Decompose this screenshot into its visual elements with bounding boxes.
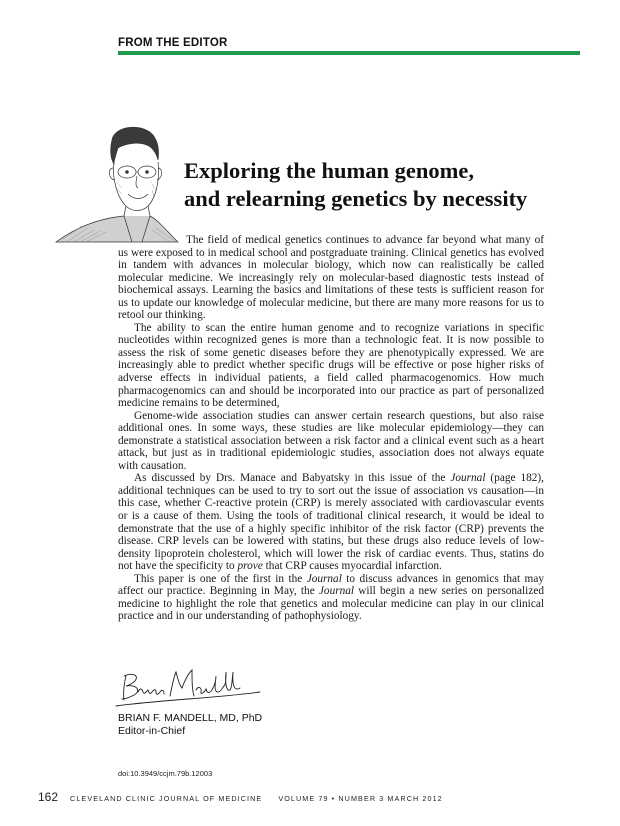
paragraph-5: This paper is one of the first in the Journal to discuss advances in genomics that may affect our practice. Beginning in May, the Journal will begin a new series on personalized medicine to highlight the role that genetics and molecular medicine can play in our clinical practice and in our understanding of pathophysiology.	[118, 572, 544, 623]
article-body	[118, 234, 544, 623]
title-line-2: and relearning genetics by necessity	[184, 186, 528, 211]
section-rule	[118, 51, 580, 55]
volume-issue: VOLUME 79 • NUMBER 3 MARCH 2012	[278, 794, 443, 803]
editor-signature	[108, 662, 268, 708]
article-title	[184, 157, 604, 213]
page-footer	[38, 788, 443, 806]
journal-ref: Journal	[318, 585, 355, 598]
paragraph-4: As discussed by Drs. Manace and Babyatsky in this issue of the Journal (page 182), additional techniques can be used to try to sort out the issue of association vs causation—in this case, whether C-reactive protein (CRP) is merely associated with cardiovascular events or is a cause of them. Using the tools of traditional clinical research, it would be ideal to demonstrate that the use of a highly specific inhibitor of the risk factor (CRP) prevents the disease. CRP levels can be lowered with statins, but these drugs also reduce levels of low-density lipoprotein cholesterol, which will lower the risk of cardiac events. Thus, statins do not have the specificity to prove that CRP causes myocardial infarction.	[118, 472, 544, 573]
page-number: 162	[38, 790, 59, 804]
doi: doi:10.3949/ccjm.79b.12003	[118, 769, 213, 778]
editor-portrait	[52, 118, 182, 243]
journal-name: CLEVELAND CLINIC JOURNAL OF MEDICINE	[70, 794, 263, 803]
section-label: FROM THE EDITOR	[118, 37, 228, 49]
paragraph-1: The field of medical genetics continues to advance far beyond what many of us were exposed to in medical school and postgraduate training. Clinical genetics has evolved in tandem with advances in molecular biology, which now can realistically be called molecular medicine. We increasingly rely on molecular-based diagnostic tests instead of biochemical assays. Learning the basics and limitations of these tests is sufficient reason for us to update our knowledge of molecular medicine, but there are many more reasons for us to retool our thinking.	[118, 234, 544, 322]
author-name: BRIAN F. MANDELL, MD, PhD	[118, 712, 263, 724]
paragraph-2: The ability to scan the entire human genome and to recognize variations in specific nucleotides within recognized genes is more than a technologic feat. It is now possible to assess the risk of some genetic diseases before they are phenotypically expressed. We are increasingly able to predict whether specific drugs will be effective or pose higher risks of adverse effects in individual patients, a field called pharmacogenomics. How much pharmacogenomics can and should be incorporated into our practice as part of personalized medicine remains to be determined,	[118, 321, 544, 410]
title-line-1: Exploring the human genome,	[184, 158, 475, 183]
emphasis-prove: prove	[237, 560, 263, 573]
author-title: Editor-in-Chief	[118, 725, 186, 737]
paragraph-3: Genome-wide association studies can answer certain research questions, but also raise additional ones. In some ways, these studies are like molecular epidemiology—they can demonstrate a statistical association between a risk factor and a clinical event such as a heart attack, but just as in traditional epidemiologic studies, association does not always equate with causation.	[118, 409, 544, 472]
journal-ref: Journal	[306, 572, 342, 585]
journal-ref: Journal	[450, 472, 486, 485]
